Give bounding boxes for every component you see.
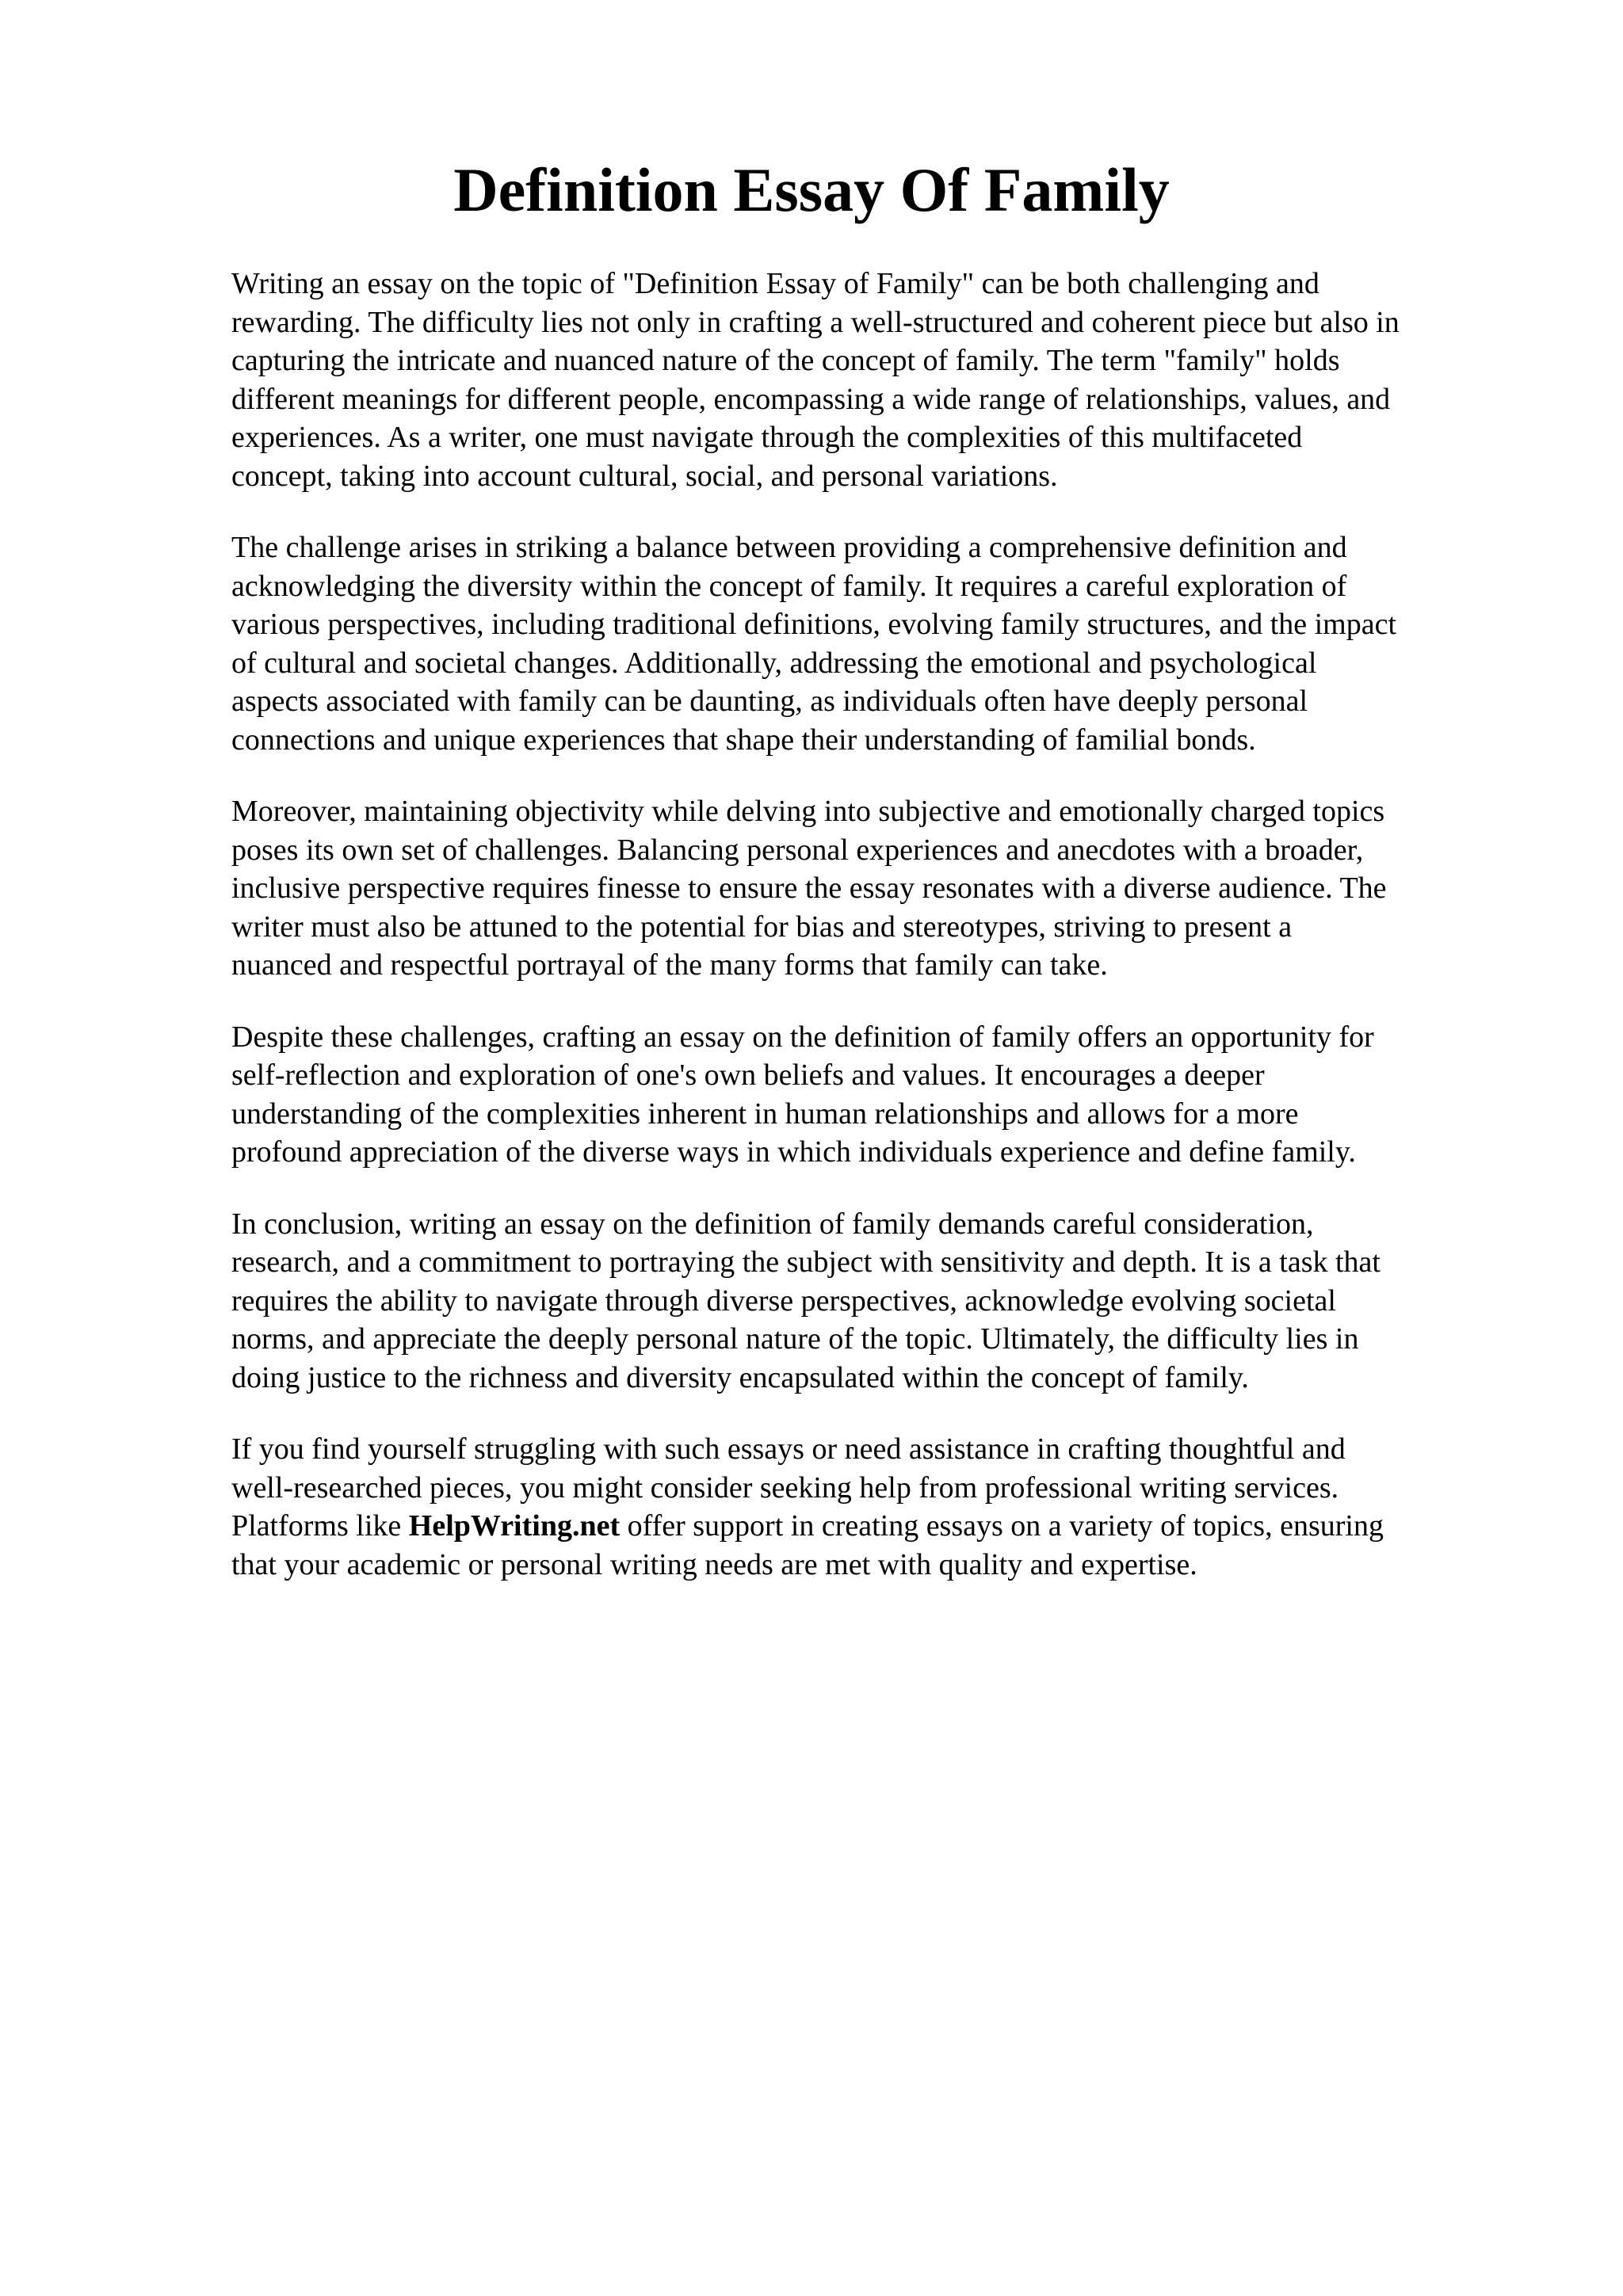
text-line: Moreover, maintaining objectivity while delving into subjective and emotionally charged topics (231, 795, 1385, 828)
text-line: norms, and appreciate the deeply personal nature of the topic. Ultimately, the difficulty lies in (231, 1322, 1359, 1356)
text-line: aspects associated with family can be daunting, as individuals often have deeply personal (231, 685, 1308, 718)
paragraph-4 (231, 1018, 1563, 1172)
text-line: connections and unique experiences that shape their understanding of familial bonds. (231, 723, 1256, 757)
paragraph-closing (231, 1430, 1563, 1584)
text-line (231, 1507, 1563, 1546)
text-line: nuanced and respectful portrayal of the many forms that family can take. (231, 948, 1108, 982)
text-line: Despite these challenges, crafting an essay on the definition of family offers an opportunity for (231, 1020, 1374, 1054)
paragraph-5 (231, 1205, 1563, 1398)
text-line: inclusive perspective requires finesse to ensure the essay resonates with a diverse audience. The (231, 871, 1387, 905)
text-line: writer must also be attuned to the potential for bias and stereotypes, striving to present a (231, 910, 1293, 944)
text-line: that your academic or personal writing needs are met with quality and expertise. (231, 1547, 1197, 1581)
text-line: doing justice to the richness and diversity encapsulated within the concept of family. (231, 1360, 1249, 1394)
text-line: The challenge arises in striking a balance between providing a comprehensive definition and (231, 531, 1347, 564)
text-line: of cultural and societal changes. Additionally, addressing the emotional and psychological (231, 646, 1317, 680)
text-line: profound appreciation of the diverse ways in which individuals experience and define family. (231, 1135, 1356, 1169)
brand-name: HelpWriting.net (408, 1509, 621, 1543)
paragraph-1 (231, 265, 1563, 495)
text-line: self-reflection and exploration of one's own beliefs and values. It encourages a deeper (231, 1058, 1265, 1092)
text-line: Writing an essay on the topic of "Definition Essay of Family" can be both challenging and (231, 267, 1319, 300)
text-line: poses its own set of challenges. Balancing personal experiences and anecdotes with a broader, (231, 833, 1364, 867)
paragraph-3 (231, 792, 1563, 985)
text-line: In conclusion, writing an essay on the definition of family demands careful consideration, (231, 1207, 1314, 1241)
text-line: rewarding. The difficulty lies not only in crafting a well-structured and coherent piece but also in (231, 305, 1400, 339)
text-fragment: Platforms like (231, 1509, 409, 1543)
text-line: different meanings for different people, encompassing a wide range of relationships, values, and (231, 382, 1391, 416)
text-line: various perspectives, including traditional definitions, evolving family structures, and the impact (231, 608, 1397, 641)
essay-body (231, 265, 1563, 1617)
text-line: capturing the intricate and nuanced nature of the concept of family. The term "family" holds (231, 344, 1340, 377)
text-line: If you find yourself struggling with such essays or need assistance in crafting thoughtful and (231, 1432, 1346, 1466)
text-line: understanding of the complexities inherent in human relationships and allows for a more (231, 1097, 1299, 1131)
text-line: research, and a commitment to portraying the subject with sensitivity and depth. It is a task that (231, 1245, 1381, 1279)
text-line: well-researched pieces, you might consider seeking help from professional writing services. (231, 1470, 1339, 1505)
page-title: Definition Essay Of Family (453, 155, 1170, 224)
paragraph-2 (231, 528, 1563, 759)
text-fragment: offer support in creating essays on a variety of topics, ensuring (620, 1509, 1384, 1543)
text-line: experiences. As a writer, one must navigate through the complexities of this multifaceted (231, 421, 1303, 454)
text-line: concept, taking into account cultural, social, and personal variations. (231, 459, 1058, 493)
text-line: requires the ability to navigate through diverse perspectives, acknowledge evolving societal (231, 1283, 1336, 1318)
text-line: acknowledging the diversity within the concept of family. It requires a careful exploration of (231, 569, 1347, 603)
